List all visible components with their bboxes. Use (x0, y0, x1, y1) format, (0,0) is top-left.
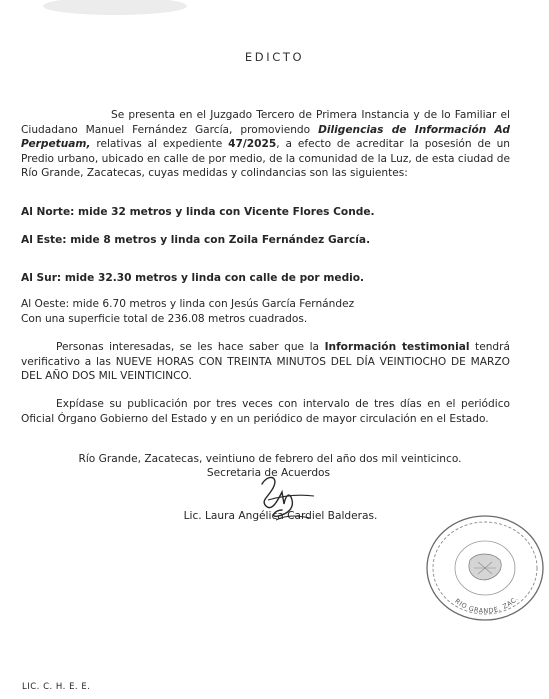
boundary-west-block (21, 297, 510, 326)
clerk-initials: LIC. C. H. E. E. (22, 682, 91, 692)
intro-text-1: Se presenta en el Juzgado Tercero de Primera Instancia y de lo Familiar el Ciudadano Manuel Fernández García, promoviendo (21, 109, 510, 136)
intro-case-number: 47/2025 (228, 138, 277, 151)
publication-text: Expídase su publicación por tres veces con intervalo de tres días en el periódico Oficial Órgano Gobierno del Estado y en un periódico de mayor circulación en el Estado. (21, 398, 510, 425)
signer-name: Lic. Laura Angélica Cardiel Balderas. (183, 510, 378, 522)
boundary-east: Al Este: mide 8 metros y linda con Zoila Fernández García. (21, 234, 371, 246)
hearing-text-1: Personas interesadas, se les hace saber que la (56, 341, 325, 353)
hearing-bold: Información testimonial (324, 341, 470, 353)
date-line: Río Grande, Zacatecas, veintiuno de febrero del año dos mil veinticinco. (78, 453, 462, 465)
hearing-text-2: tendrá verificativo a las NUEVE HORAS CON TREINTA MINUTOS DEL DÍA VEINTIOCHO DE MARZO DEL AÑO DOS MIL VEINTICINCO. (21, 341, 510, 383)
secretary-title: Secretaria de Acuerdos (206, 467, 331, 479)
publication-paragraph (21, 397, 510, 426)
intro-procedure: Diligencias de Información Ad Perpetuam, (21, 123, 510, 151)
boundary-north: Al Norte: mide 32 metros y linda con Vicente Flores Conde. (21, 206, 375, 218)
intro-text-3: , a efecto de acreditar la posesión de un Predio urbano, ubicado en calle de por medio, de la comunidad de la Luz, de esta ciudad de Río Grande, Zacatecas, cuyas medidas y colindancias son las siguientes: (21, 138, 510, 180)
svg-text:RIO GRANDE, ZAC. (453, 594, 520, 615)
boundary-west: Al Oeste: mide 6.70 metros y linda con Jesús García Fernández (21, 298, 355, 310)
intro-text-2: relativas al expediente (90, 138, 229, 151)
hearing-paragraph (21, 340, 510, 384)
boundary-south: Al Sur: mide 32.30 metros y linda con calle de por medio. (21, 272, 365, 284)
seal-text: RIO GRANDE, ZAC. (453, 594, 520, 616)
court-seal (422, 512, 548, 624)
document-title: EDICTO (244, 50, 305, 64)
scan-smudge (40, 0, 190, 20)
intro-paragraph (21, 108, 510, 181)
surface-total: Con una superficie total de 236.08 metros cuadrados. (21, 312, 308, 325)
